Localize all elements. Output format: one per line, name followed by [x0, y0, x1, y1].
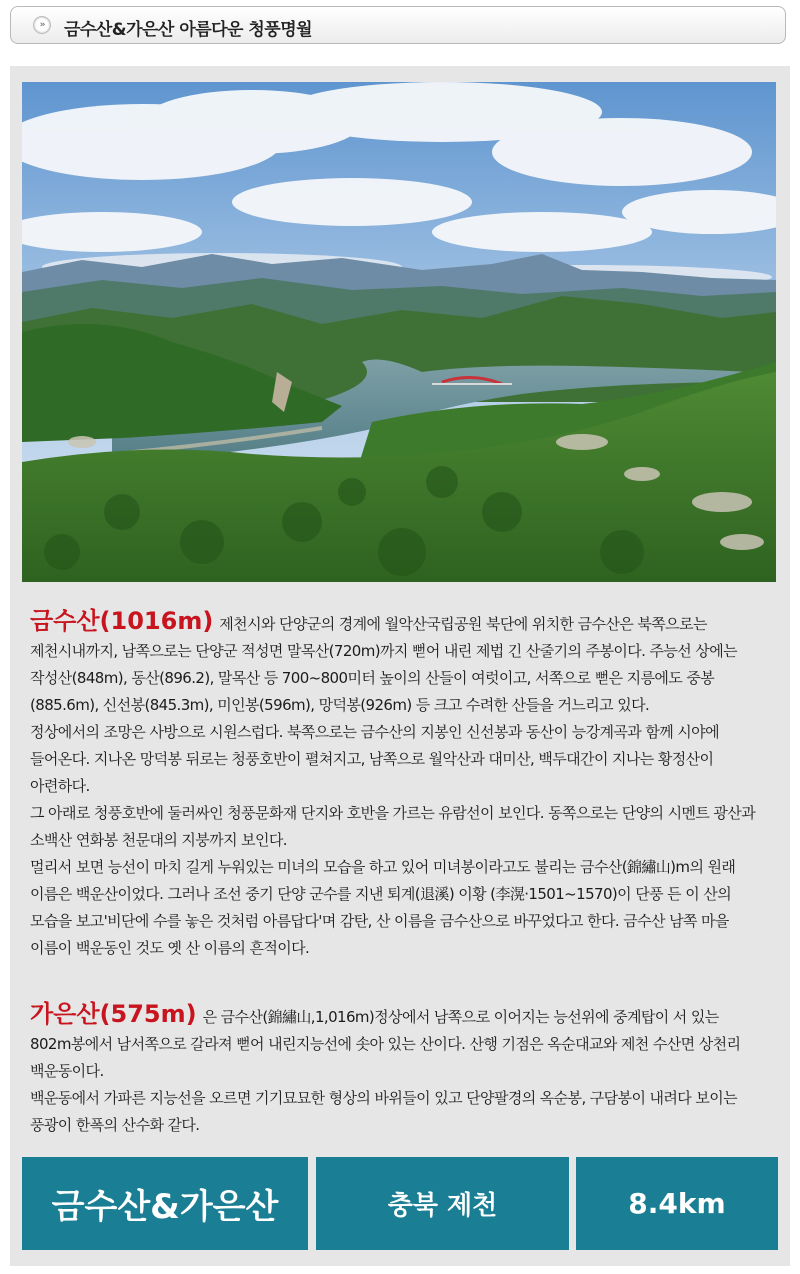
distance-box: 8.4km — [576, 1157, 778, 1250]
geumsusan-paragraph-below: 그 아래로 청풍호반에 둘러싸인 청풍문화재 단지와 호반을 가르는 유람선이 보인다. 동쪽으로는 단양의 시멘트 광산과 소백산 연화봉 천문대의 지붕까지 보인다. — [30, 804, 756, 849]
geumsusan-intro: 제천시와 단양군의 경계에 월악산국립공원 북단에 위치한 금수산은 북쪽으로는 제천시내까지, 남쪽으로는 단양군 적성면 말목산(720m)까지 뻗어 내린 제법 긴 산줄기의 주봉이다. 주능선 상에는 작성산(848m), 동산(896.2), 말목산 등 700~800미터 높이의 산들이 여럿이고, 서쪽으로 뻗은 지릉에도 중봉(885.6m), 신선봉(845.3m), 미인봉(596m), 망덕봉(926m) 등 크고 수려한 산들을 거느리고 있다. — [30, 615, 737, 714]
gaeunsan-intro: 은 금수산(錦繡山,1,016m)정상에서 남쪽으로 이어지는 능선위에 중계탑이 서 있는 802m봉에서 남서쪽으로 갈라져 뻗어 내린지능선에 솟아 있는 산이다. 산행 기점은 옥순대교와 제천 수산면 상천리 백운동이다. — [30, 1008, 741, 1080]
geumsusan-paragraph-name: 멀리서 보면 능선이 마치 길게 누워있는 미녀의 모습을 하고 있어 미녀봉이라고도 불리는 금수산(錦繡山)m의 원래 이름은 백운산이었다. 그러나 조선 중기 단양 군수를 지낸 퇴계(退溪) 이황 (李滉·1501~1570)이 단풍 든 이 산의 모습을 보고'비단에 수를 놓은 것처럼 아름답다'며 감탄, 산 이름을 금수산으로 바꾸었다고 한다. 금수산 남쪽 마을 이름이 백운동인 것도 옛 산 이름의 흔적이다. — [30, 858, 736, 957]
mountain-lake-landscape-photo — [22, 82, 776, 582]
page-title: 금수산&가은산 아름다운 청풍명월 — [64, 20, 313, 40]
mountain-name-box: 금수산&가은산 — [22, 1157, 308, 1250]
landscape-photo — [22, 82, 776, 582]
geumsusan-paragraph-view: 정상에서의 조망은 사방으로 시원스럽다. 북쪽으로는 금수산의 지봉인 신선봉과 동산이 능강계곡과 함께 시야에 들어온다. 지나온 망덕봉 뒤로는 청풍호반이 펼쳐지고, 남쪽으로 월악산과 대미산, 백두대간이 지나는 황정산이 아련하다. — [30, 723, 719, 795]
section-geumsusan — [30, 608, 772, 962]
section-gaeunsan — [30, 1001, 772, 1139]
geumsusan-heading: 금수산(1016m) — [30, 607, 214, 635]
section-header — [10, 6, 786, 44]
gaeunsan-paragraph-view: 백운동에서 가파른 지능선을 오르면 기기묘묘한 형상의 바위들이 있고 단양팔경의 옥순봉, 구담봉이 내려다 보이는 풍광이 한폭의 산수화 같다. — [30, 1089, 738, 1134]
double-arrow-icon: » — [33, 16, 51, 34]
gaeunsan-heading: 가은산(575m) — [30, 1000, 197, 1028]
region-box: 충북 제천 — [316, 1157, 569, 1250]
